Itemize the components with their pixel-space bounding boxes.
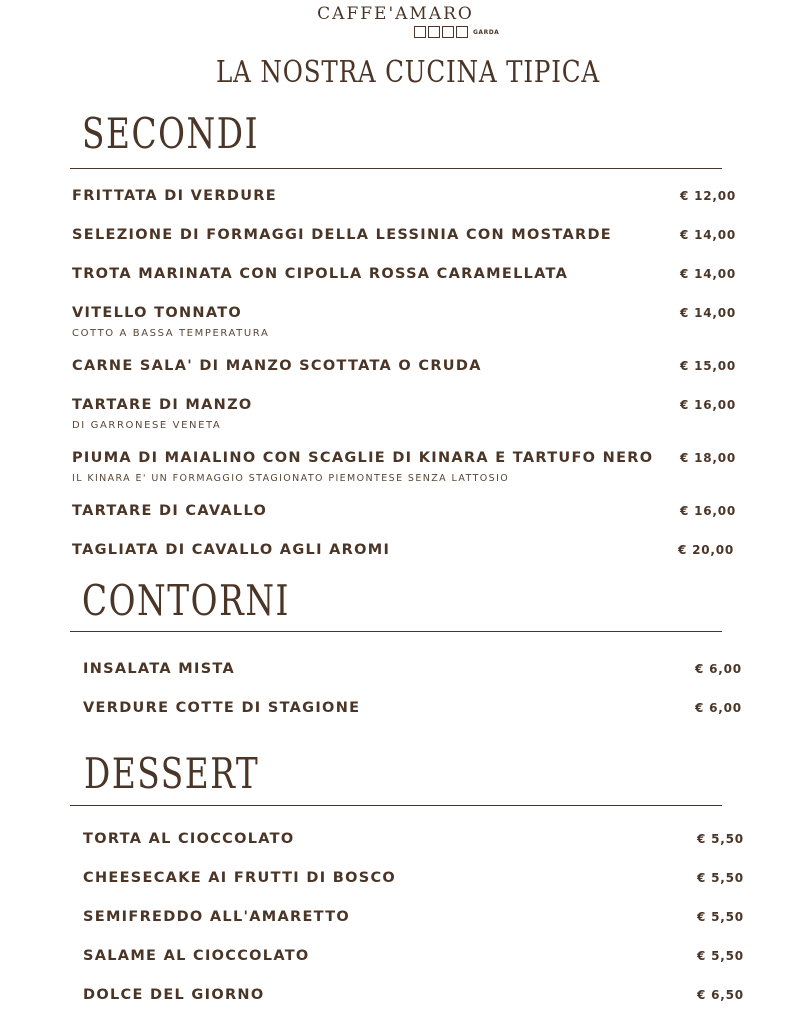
- menu-item-name: DOLCE DEL GIORNO: [83, 987, 265, 1003]
- menu-item-note: IL KINARA E' UN FORMAGGIO STAGIONATO PIEMONTESE SENZA LATTOSIO: [72, 473, 510, 484]
- menu-item-name: FRITTATA DI VERDURE: [72, 188, 277, 204]
- menu-item-price: € 5,50: [697, 910, 744, 924]
- menu-item-price: € 5,50: [697, 832, 744, 846]
- menu-item-price: € 20,00: [678, 543, 735, 557]
- menu-item-name: SELEZIONE DI FORMAGGI DELLA LESSINIA CON MOSTARDE: [72, 227, 612, 243]
- menu-item-price: € 5,50: [697, 949, 744, 963]
- menu-item-price: € 5,50: [697, 871, 744, 885]
- menu-item-name: PIUMA DI MAIALINO CON SCAGLIE DI KINARA E TARTUFO NERO: [72, 450, 654, 466]
- brand-sub: GARDA: [473, 28, 500, 36]
- menu-item-name: TAGLIATA DI CAVALLO AGLI AROMI: [72, 542, 391, 558]
- menu-item-price: € 6,00: [695, 662, 742, 676]
- logo-mark-icon: [428, 26, 440, 38]
- menu-item-price: € 16,00: [680, 398, 737, 412]
- menu-item-note: DI GARRONESE VENETA: [72, 420, 222, 431]
- menu-item-note: COTTO A BASSA TEMPERATURA: [72, 328, 270, 339]
- menu-item-price: € 18,00: [680, 451, 737, 465]
- brand-logo-marks: [414, 26, 499, 38]
- brand-name: CAFFE'AMARO: [317, 4, 474, 24]
- menu-item-name: SALAME AL CIOCCOLATO: [83, 948, 310, 964]
- menu-item-name: INSALATA MISTA: [83, 661, 236, 677]
- logo-mark-icon: [456, 26, 468, 38]
- section-title-secondi: SECONDI: [82, 109, 260, 158]
- menu-item-price: € 14,00: [680, 306, 737, 320]
- menu-item-name: TROTA MARINATA CON CIPOLLA ROSSA CARAMELLATA: [72, 266, 569, 282]
- menu-item-price: € 15,00: [680, 359, 737, 373]
- section-title-dessert: DESSERT: [84, 749, 260, 798]
- section-divider: [70, 631, 722, 632]
- menu-item-price: € 6,00: [695, 701, 742, 715]
- section-divider: [70, 805, 722, 806]
- menu-item-name: CHEESECAKE AI FRUTTI DI BOSCO: [83, 870, 397, 886]
- menu-item-price: € 12,00: [680, 189, 737, 203]
- menu-item-price: € 6,50: [697, 988, 744, 1002]
- menu-item-price: € 14,00: [680, 267, 737, 281]
- logo-mark-icon: [414, 26, 426, 38]
- page-title: LA NOSTRA CUCINA TIPICA: [215, 55, 601, 90]
- menu-item-price: € 14,00: [680, 228, 737, 242]
- logo-mark-icon: [442, 26, 454, 38]
- menu-item-name: TARTARE DI CAVALLO: [72, 503, 268, 519]
- section-title-contorni: CONTORNI: [82, 576, 291, 625]
- menu-item-name: VERDURE COTTE DI STAGIONE: [83, 700, 361, 716]
- menu-item-name: TARTARE DI MANZO: [72, 397, 253, 413]
- menu-item-name: SEMIFREDDO ALL'AMARETTO: [83, 909, 351, 925]
- menu-item-price: € 16,00: [680, 504, 737, 518]
- brand-logo: [0, 4, 791, 24]
- menu-item-name: VITELLO TONNATO: [72, 305, 243, 321]
- menu-item-name: TORTA AL CIOCCOLATO: [83, 831, 295, 847]
- menu-item-name: CARNE SALA' DI MANZO SCOTTATA O CRUDA: [72, 358, 482, 374]
- section-divider: [70, 168, 722, 169]
